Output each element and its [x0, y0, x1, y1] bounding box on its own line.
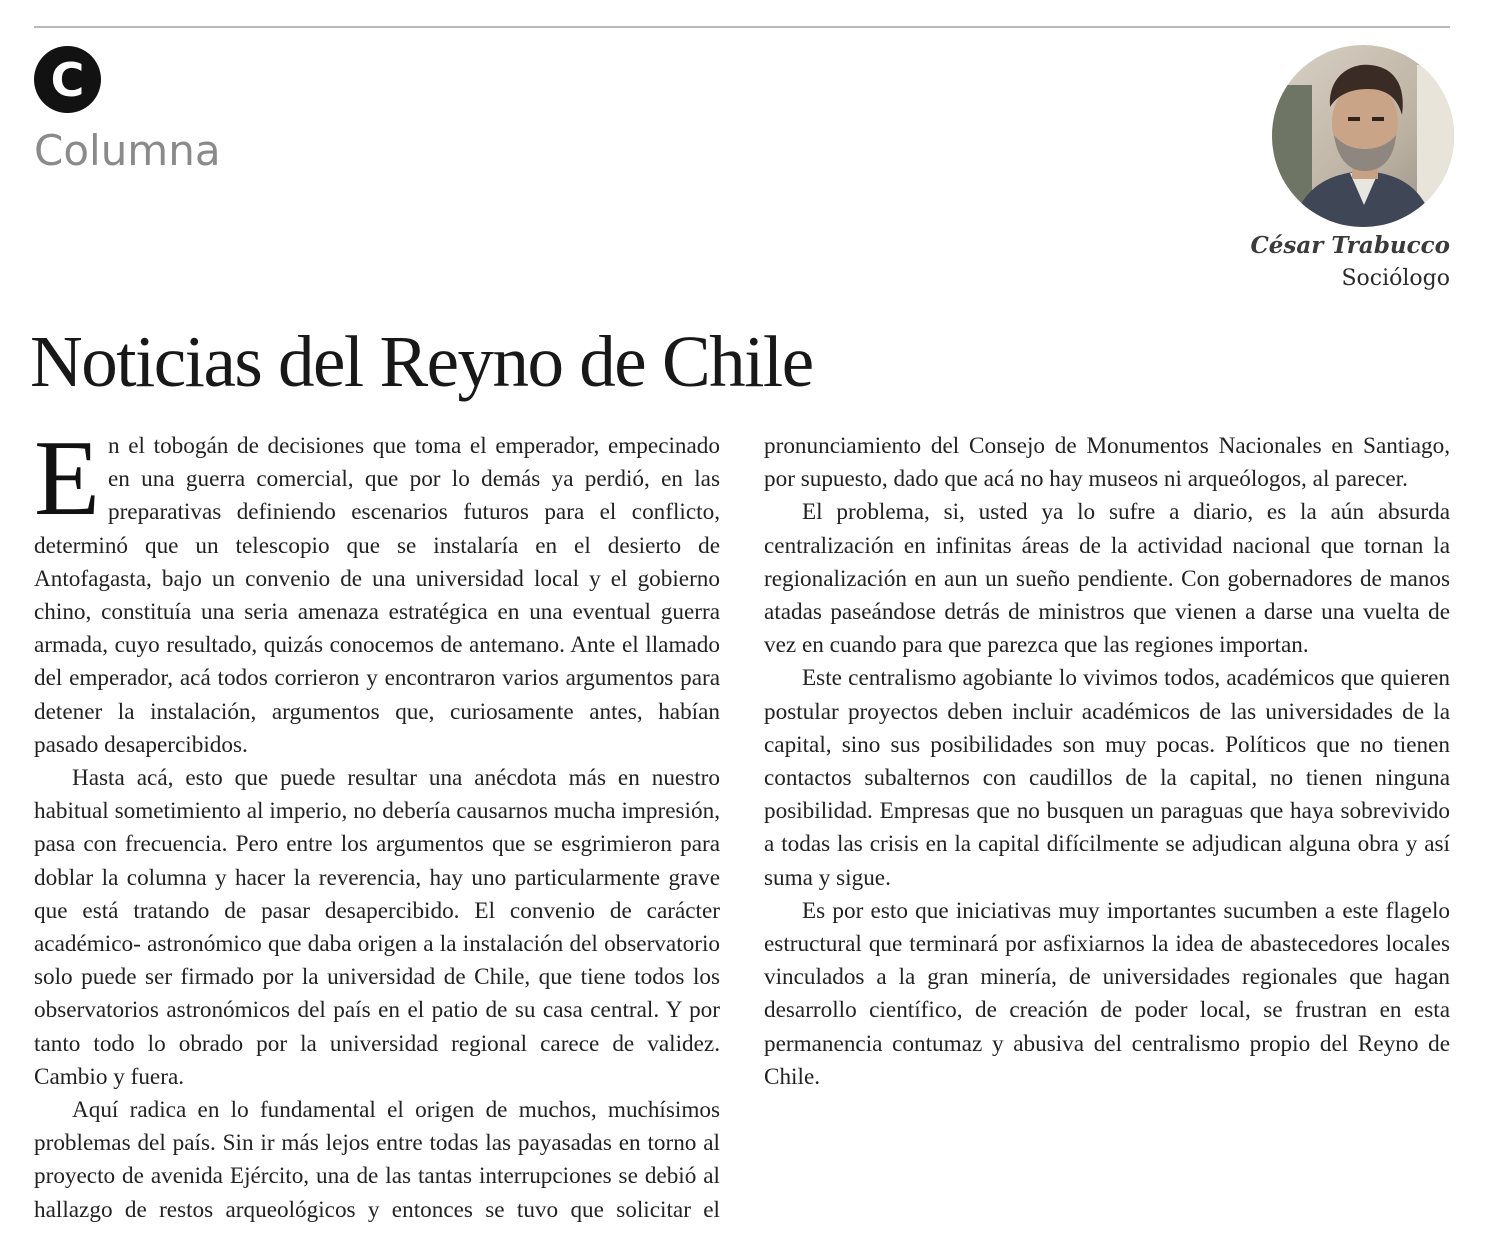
drop-cap: E: [34, 419, 100, 538]
article-paragraph: Aquí radica en lo fundamental el origen de muchos, muchísimos problemas del país. Sin ir más lejos entre todas las payasadas en torno al proyecto de avenida Ejército, una de las tantas interrupciones se debió al hallazgo de restos arqueológicos y entonces se tuvo que solicitar el pronunciamiento del Consejo de Monumentos Nacionales en Santiago, por supuesto, dado que acá no hay museos ni arqueólogos, al parecer.: [34, 433, 1450, 1223]
article-paragraph: Es por esto que iniciativas muy importantes sucumben a este flagelo estructural que terminará por asfixiarnos la idea de abastecedores locales vinculados a la gran minería, de universidades regionales que hagan desarrollo científico, de creación de poder local, se frustran en esta permanencia contumaz y abusiva del centralismo propio del Reyno de Chile.: [764, 897, 1450, 1090]
author-name: César Trabucco: [1250, 232, 1450, 259]
article-title: Noticias del Reyno de Chile: [30, 321, 813, 402]
article-body: [34, 419, 1450, 1230]
author-role: Sociólogo: [1341, 266, 1450, 291]
author-photo: [1272, 45, 1454, 227]
article-paragraph: Hasta acá, esto que puede resultar una anécdota más en nuestro habitual sometimiento al imperio, no debería causarnos mucha impresión, pasa con frecuencia. Pero entre los argumentos que se esgrimieron para doblar la columna y hacer la reverencia, hay uno particularmente grave que está tratando de pasar desapercibido. El convenio de carácter académico- astronómico que daba origen a la instalación del observatorio solo puede ser firmado por la universidad de Chile, que tiene todos los observatorios astronómicos del país en el patio de su casa central. Y por tanto todo lo obrado por la universidad regional carece de validez. Cambio y fuera.: [34, 765, 720, 1090]
article-paragraph: En el tobogán de decisiones que toma el emperador, empecinado en una guerra comercial, que por lo demás ya perdió, en las preparativas definiendo escenarios futuros para el conflicto, determinó que un telescopio que se instalaría en el desierto de Antofagasta, bajo un convenio de una universidad local y el gobierno chino, constituía una seria amenaza estratégica en una eventual guerra armada, cuyo resultado, quizás conocemos de antemano. Ante el llamado del emperador, acá todos corrieron y encontraron varios argumentos para detener la instalación, argumentos que, curiosamente antes, habían pasado desapercibidos.: [34, 419, 720, 758]
section-badge: C: [34, 46, 101, 113]
section-label: Columna: [34, 126, 221, 175]
article-paragraph: El problema, si, usted ya lo sufre a diario, es la aún absurda centralización en infinitas áreas de la actividad nacional que tornan la regionalización en aun un sueño pendiente. Con gobernadores de manos atadas paseándose detrás de ministros que vienen a darse una vuelta de vez en cuando para que parezca que las regiones importan.: [764, 499, 1450, 659]
top-divider: [34, 26, 1450, 28]
article-paragraph: Este centralismo agobiante lo vivimos todos, académicos que quieren postular proyectos deben incluir académicos de las universidades de la capital, sino sus posibilidades son muy pocas. Políticos que no tienen contactos subalternos con caudillos de la capital, no tienen ninguna posibilidad. Empresas que no busquen un paraguas que haya sobrevivido a todas las crisis en la capital difícilmente se adjudican alguna obra y así suma y sigue.: [764, 665, 1450, 891]
author-portrait-icon: [1272, 45, 1454, 227]
